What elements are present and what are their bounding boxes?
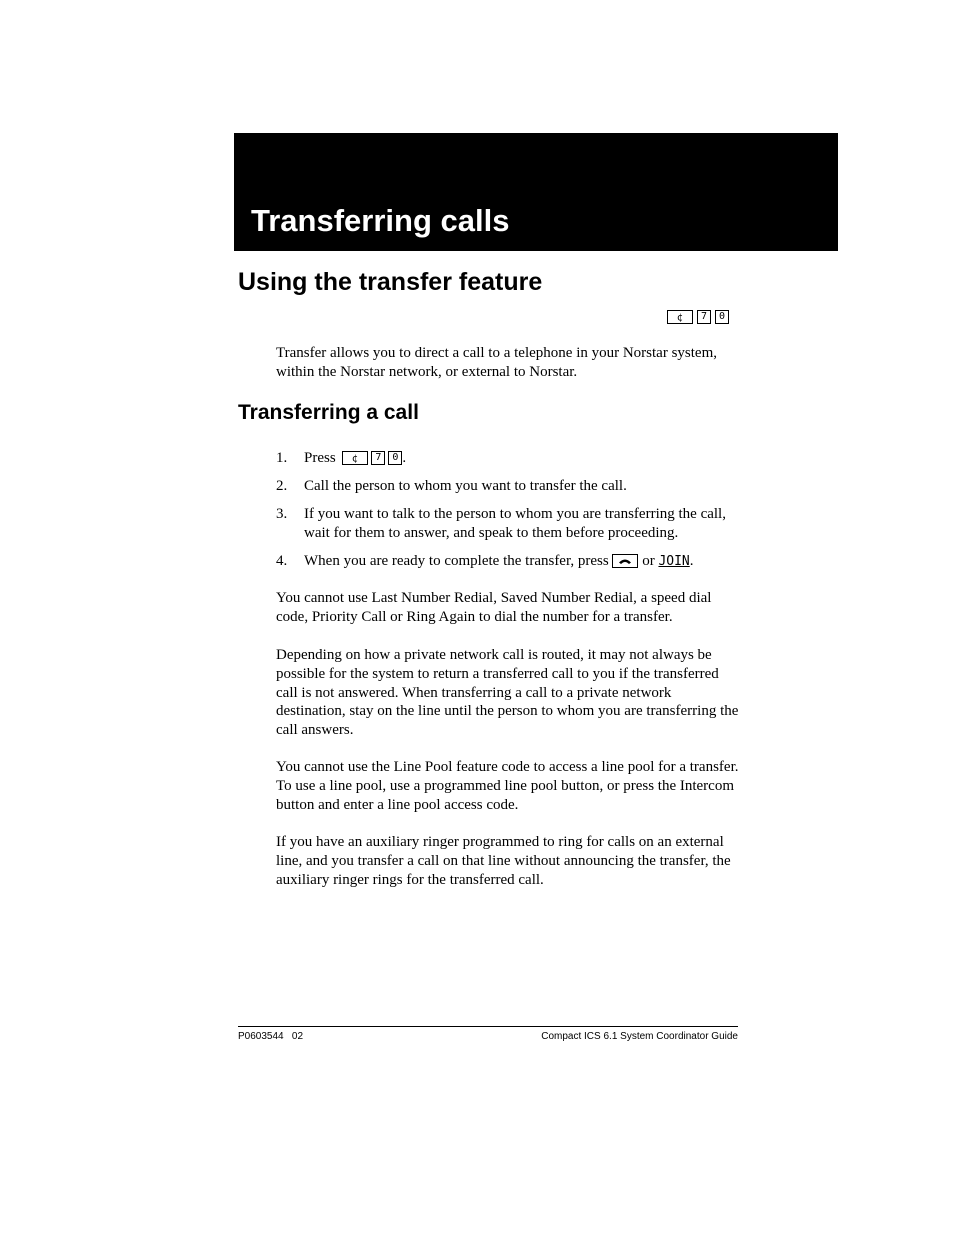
svg-text:¢: ¢	[676, 312, 684, 324]
footer-rule	[238, 1026, 738, 1027]
intro-paragraph: Transfer allows you to direct a call to a telephone in your Norstar system, within the Norstar network, or external to Norstar.	[276, 345, 718, 380]
feature-key-icon	[342, 451, 368, 465]
footer-guide-title: Compact ICS 6.1 System Coordinator Guide	[541, 1031, 738, 1042]
subsection-title: Transferring a call	[238, 401, 419, 424]
step-number: 1.	[276, 450, 288, 466]
note-paragraph-2: Depending on how a private network call is routed, it may not always be possible for the system to return a transferred call to you if the transferred call is not answered. When transferring a call to a private network destination, stay on the line until the person to whom you are transferring the call answers.	[276, 647, 739, 739]
step-text: Call the person to whom you want to transfer the call.	[304, 478, 627, 494]
svg-text:¢: ¢	[352, 453, 359, 464]
step-text	[304, 552, 744, 572]
digit-0-key: 0	[388, 451, 402, 465]
feature-code-keys	[667, 309, 729, 327]
step-text	[304, 449, 744, 468]
feature-key-icon	[667, 310, 693, 324]
digit-7-key: 7	[697, 310, 711, 324]
chapter-banner	[234, 133, 838, 251]
step-suffix: .	[689, 553, 694, 569]
join-softkey: JOIN	[658, 554, 690, 569]
footer-doc-number: P0603544 02	[238, 1031, 304, 1042]
digit-7-key: 7	[371, 451, 385, 465]
digit-0-key: 0	[715, 310, 729, 324]
step-number: 4.	[276, 553, 288, 569]
step-number: 3.	[276, 506, 288, 522]
note-paragraph-3: You cannot use the Line Pool feature code to access a line pool for a transfer. To use a line pool, use a programmed line pool button, or press the Intercom button and enter a line pool access code.	[276, 759, 739, 813]
or-text: or	[642, 553, 655, 569]
release-key-icon	[612, 554, 638, 568]
step-prefix: When you are ready to complete the transfer, press	[304, 553, 609, 569]
note-paragraph-1: You cannot use Last Number Redial, Saved Number Redial, a speed dial code, Priority Call or Ring Again to dial the number for a transfer.	[276, 590, 712, 625]
section-title: Using the transfer feature	[238, 268, 543, 296]
chapter-title: Transferring calls	[251, 203, 510, 238]
step-number: 2.	[276, 478, 288, 494]
step-text: If you want to talk to the person to whom you are transferring the call, wait for them to answer, and speak to them before proceeding.	[304, 506, 726, 541]
step-suffix: .	[402, 450, 407, 466]
note-paragraph-4: If you have an auxiliary ringer programmed to ring for calls on an external line, and you transfer a call on that line without announcing the transfer, the auxiliary ringer rings for the transferred call.	[276, 834, 731, 888]
step-prefix: Press	[304, 450, 336, 466]
